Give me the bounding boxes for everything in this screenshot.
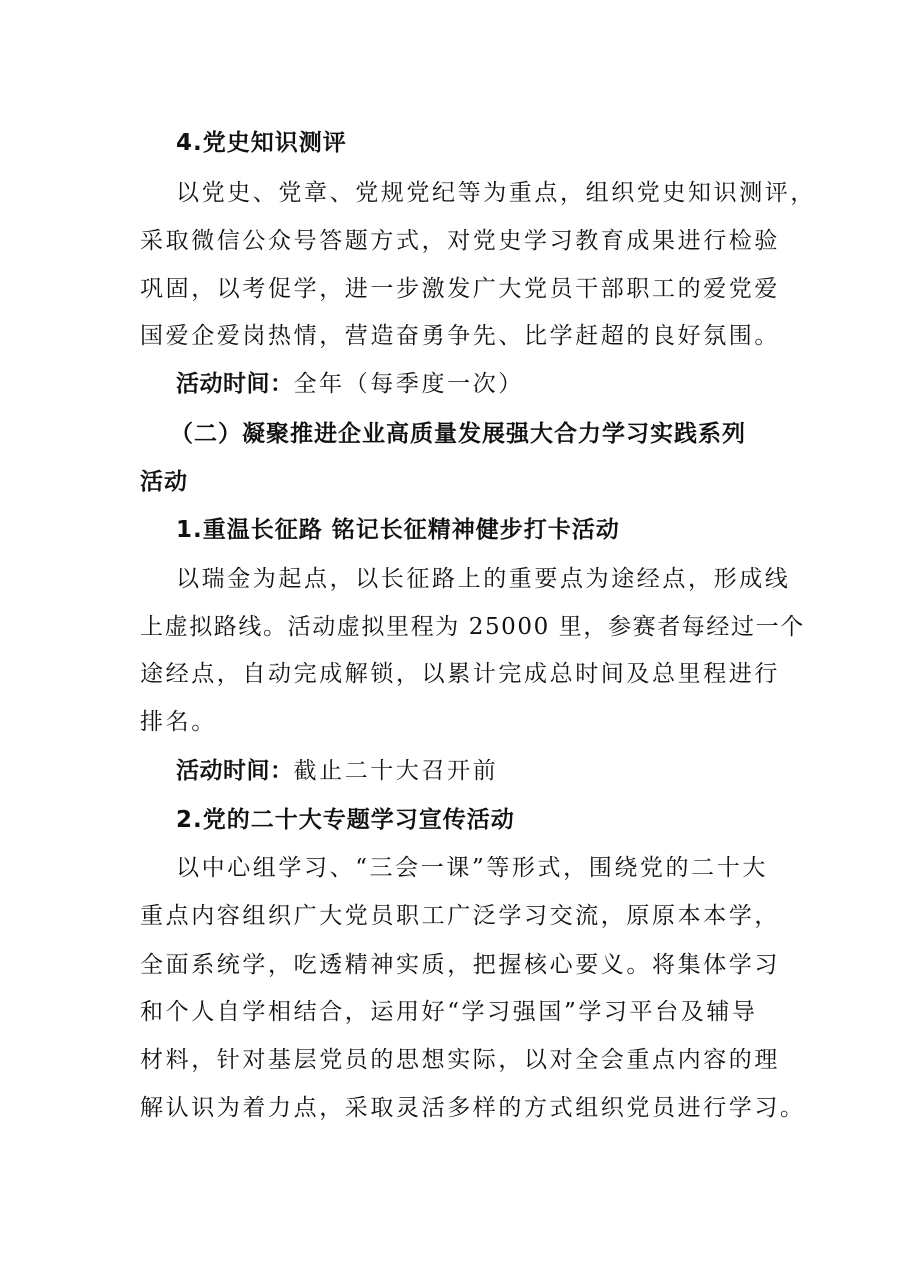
part-2-heading-cont: 活动 [140, 469, 188, 495]
section-4-heading: 4.党史知识测评 [176, 130, 347, 156]
part-2-heading: （二）凝聚推进企业高质量发展强大合力学习实践系列 [170, 421, 746, 447]
paragraph-line: 排名。 [140, 709, 217, 735]
paragraph-line: 和个人自学相结合，运用好“学习强国”学习平台及辅导 [140, 999, 758, 1025]
paragraph-line: 材料，针对基层党员的思想实际，以对全会重点内容的理 [140, 1047, 780, 1073]
activity-time-value: 全年（每季度一次） [293, 371, 524, 397]
paragraph-line: 以党史、党章、党规党纪等为重点，组织党史知识测评， [176, 180, 816, 206]
activity-time-label: 活动时间： [176, 758, 294, 784]
paragraph-line: 全面系统学，吃透精神实质，把握核心要义。将集体学习 [140, 952, 780, 978]
activity-time-line [176, 369, 524, 399]
paragraph-line: 上虚拟路线。活动虚拟里程为 25000 里，参赛者每经过一个 [140, 614, 805, 640]
paragraph-line: 以中心组学习、“三会一课”等形式，围绕党的二十大 [176, 855, 768, 881]
item-2-heading: 2.党的二十大专题学习宣传活动 [176, 807, 515, 833]
paragraph-line: 重点内容组织广大党员职工广泛学习交流，原原本本学， [140, 903, 780, 929]
activity-time-label: 活动时间： [176, 371, 294, 397]
paragraph-line: 采取微信公众号答题方式，对党史学习教育成果进行检验 [140, 228, 780, 254]
paragraph-line: 途经点，自动完成解锁，以累计完成总时间及总里程进行 [140, 661, 780, 687]
item-1-heading: 1.重温长征路 铭记长征精神健步打卡活动 [176, 517, 620, 543]
paragraph-line: 以瑞金为起点，以长征路上的重要点为途经点，形成线 [176, 566, 791, 592]
paragraph-line: 巩固，以考促学，进一步激发广大党员干部职工的爱党爱 [140, 276, 780, 302]
paragraph-line: 解认识为着力点，采取灵活多样的方式组织党员进行学习。 [140, 1095, 806, 1121]
activity-time-value: 截止二十大召开前 [293, 758, 499, 784]
paragraph-line: 国爱企爱岗热情，营造奋勇争先、比学赶超的良好氛围。 [140, 323, 780, 349]
activity-time-line [176, 756, 498, 786]
